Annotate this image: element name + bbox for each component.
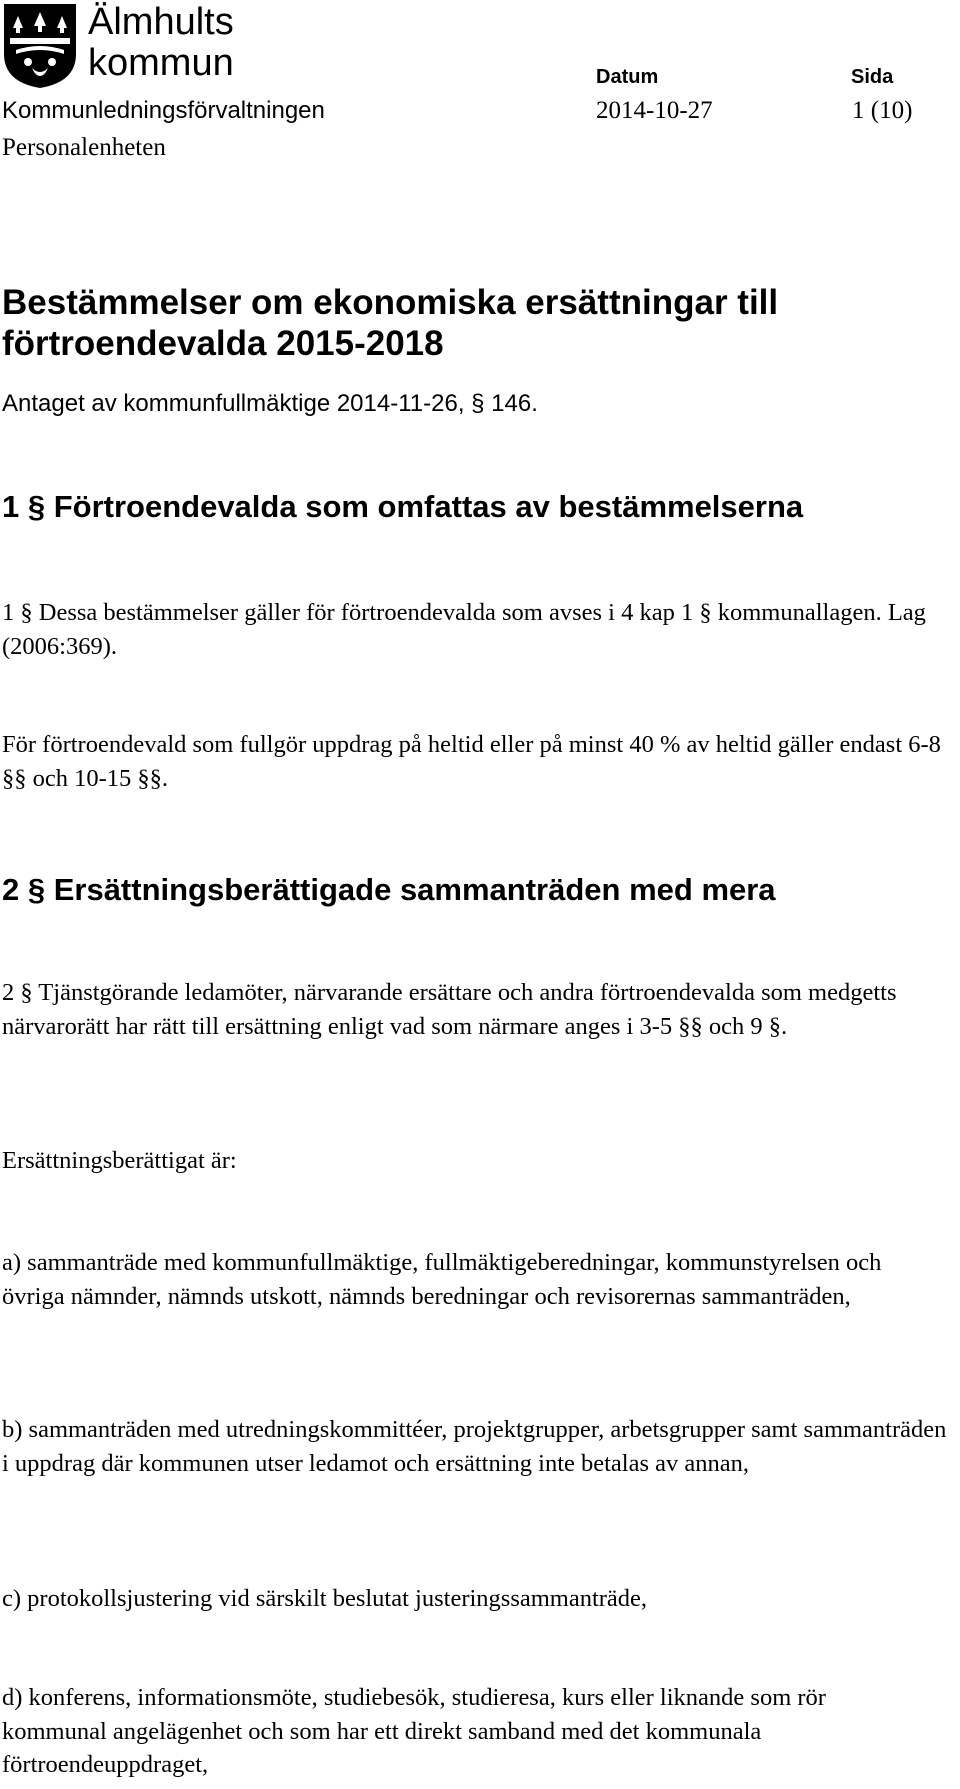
section-2-heading: 2 § Ersättningsberättigade sammanträden med mera: [2, 872, 776, 907]
section-2-item-b: b) sammanträden med utredningskommittéer, projektgrupper, arbetsgrupper samt sammanträden i uppdrag där kommunen utser ledamot och ersättning inte betalas av annan,: [2, 1416, 947, 1477]
section-1-heading: 1 § Förtroendevalda som omfattas av bestämmelserna: [2, 489, 804, 524]
date-value: 2014-10-27: [596, 97, 713, 124]
unit-name: Personalenheten: [2, 134, 166, 161]
section-1-paragraph-1: 1 § Dessa bestämmelser gäller för förtroendevalda som avses i 4 kap 1 § kommunallagen. Lag (2006:369).: [2, 599, 926, 660]
page-label: Sida: [851, 66, 894, 88]
section-1-paragraph-2: För förtroendevald som fullgör uppdrag på heltid eller på minst 40 % av heltid gäller endast 6-8 §§ och 10-15 §§.: [2, 731, 941, 792]
department-name: Kommunledningsförvaltningen: [2, 97, 325, 124]
document-title: Bestämmelser om ekonomiska ersättningar till förtroendevalda 2015-2018: [2, 283, 779, 363]
page-value: 1 (10): [852, 97, 913, 124]
section-2-paragraph-2: Ersättningsberättigat är:: [2, 1147, 237, 1174]
date-label: Datum: [596, 66, 659, 88]
logo-name-line2: kommun: [88, 42, 234, 84]
municipality-logo-name: [88, 2, 234, 84]
municipality-coat-of-arms-logo: [2, 2, 78, 90]
section-2-item-a: a) sammanträde med kommunfullmäktige, fullmäktigeberedningar, kommunstyrelsen och övriga nämnder, nämnds utskott, nämnds beredningar och revisorernas sammanträden,: [2, 1249, 882, 1310]
section-2-paragraph-1: 2 § Tjänstgörande ledamöter, närvarande ersättare och andra förtroendevalda som medgetts närvarorätt har rätt till ersättning enligt vad som närmare anges i 3-5 §§ och 9 §.: [2, 979, 897, 1040]
adoption-note: Antaget av kommunfullmäktige 2014-11-26, § 146.: [2, 390, 538, 417]
logo-name-line1: Älmhults: [88, 1, 234, 43]
section-2-item-c: c) protokollsjustering vid särskilt beslutat justeringssammanträde,: [2, 1585, 648, 1612]
section-2-item-d: d) konferens, informationsmöte, studiebesök, studieresa, kurs eller liknande som rör kommunal angelägenhet och som har ett direkt samband med det kommunala förtroendeuppdraget,: [2, 1684, 826, 1778]
